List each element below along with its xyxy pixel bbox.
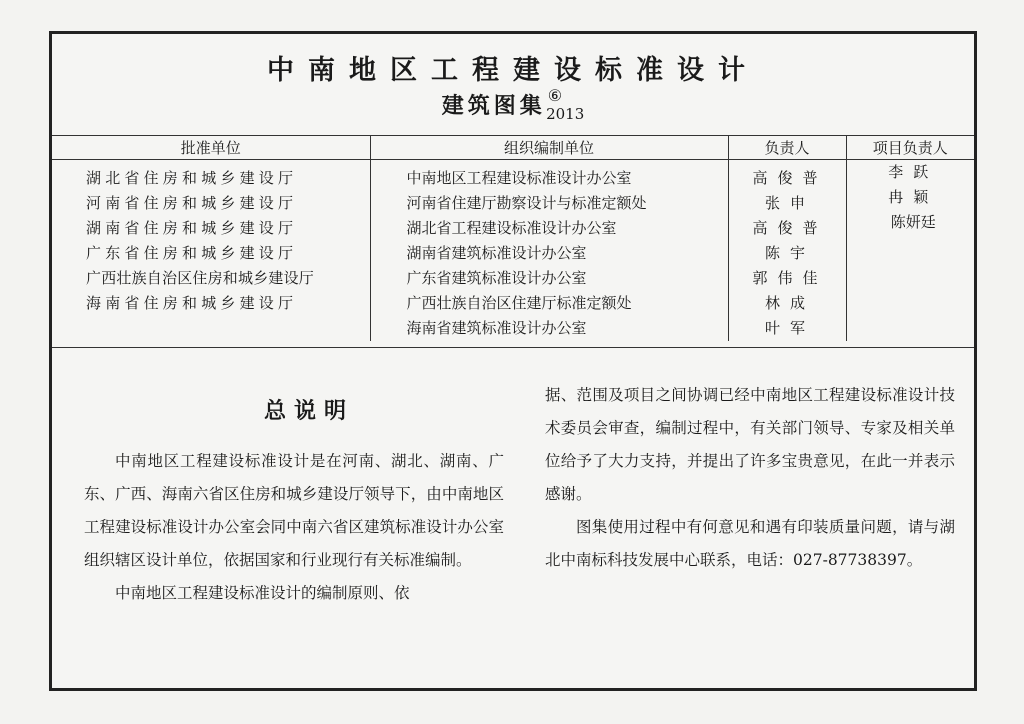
org-unit: 湖南省建筑标准设计办公室 [406, 244, 587, 262]
approve-unit: 湖北省住房和城乡建设厅 [86, 169, 298, 187]
persons-cell [728, 160, 846, 342]
table-bottom-rule [52, 347, 974, 348]
person-name: 叶军 [764, 319, 815, 337]
header-person: 负责人 [728, 136, 846, 160]
project-lead-name: 陈妍廷 [890, 213, 936, 231]
header-org: 组织编制单位 [370, 136, 728, 160]
paragraph: 图集使用过程中有何意见和遇有印装质量问题，请与湖北中南标科技发展中心联系，电话：027-87738397。 [545, 518, 955, 569]
left-column [84, 394, 504, 610]
org-units-cell [370, 160, 728, 342]
document-frame [49, 31, 977, 691]
project-leads-cell [846, 160, 974, 342]
right-column [545, 379, 955, 577]
header-project: 项目负责人 [846, 136, 974, 160]
approve-unit: 河南省住房和城乡建设厅 [86, 194, 298, 212]
table-body-row [52, 160, 974, 342]
section-heading: 总说明 [263, 398, 354, 424]
person-name: 张申 [764, 194, 815, 212]
doc-title: 中南地区工程建设标准设计 [267, 55, 759, 86]
person-name: 陈宇 [764, 244, 815, 262]
responsibility-table [52, 135, 974, 341]
paragraph: 据、范围及项目之间协调已经中南地区工程建设标准设计技术委员会审查，编制过程中，有关部门领导、专家及相关单位给予了大力支持，并提出了许多宝贵意见，在此一并表示感谢。 [545, 386, 955, 503]
paragraph: 中南地区工程建设标准设计的编制原则、依 [115, 584, 410, 602]
subtitle-text: 建筑图集 [441, 93, 546, 119]
table-header-row [52, 136, 974, 160]
org-unit: 广东省建筑标准设计办公室 [406, 269, 587, 287]
person-name: 林成 [764, 294, 815, 312]
org-unit: 海南省建筑标准设计办公室 [406, 319, 587, 337]
volume-number: ⑥ [547, 86, 567, 105]
org-unit: 河南省住建厅勘察设计与标准定额处 [406, 194, 647, 212]
approve-units-cell [52, 160, 370, 342]
doc-subtitle [52, 86, 974, 123]
paragraph: 中南地区工程建设标准设计是在河南、湖北、湖南、广东、广西、海南六省区住房和城乡建设厅领导下，由中南地区工程建设标准设计办公室会同中南六省区建筑标准设计办公室组织辖区设计单位，依据国家和行业现行有关标准编制。 [84, 452, 504, 569]
person-name: 高俊普 [752, 219, 828, 237]
org-unit: 中南地区工程建设标准设计办公室 [406, 169, 632, 187]
approve-unit: 广西壮族自治区住房和城乡建设厅 [86, 269, 315, 287]
approve-unit: 海南省住房和城乡建设厅 [86, 294, 298, 312]
org-unit: 广西壮族自治区住建厅标准定额处 [406, 294, 632, 312]
person-name: 高俊普 [752, 169, 828, 187]
person-name: 郭伟佳 [752, 269, 828, 287]
project-lead-name: 冉颖 [888, 188, 939, 206]
approve-unit: 广东省住房和城乡建设厅 [86, 244, 298, 262]
publish-year: 2013 [546, 105, 585, 123]
org-unit: 湖北省工程建设标准设计办公室 [406, 219, 617, 237]
header-approve: 批准单位 [52, 136, 370, 160]
project-lead-name: 李跃 [888, 163, 939, 181]
approve-unit: 湖南省住房和城乡建设厅 [86, 219, 298, 237]
